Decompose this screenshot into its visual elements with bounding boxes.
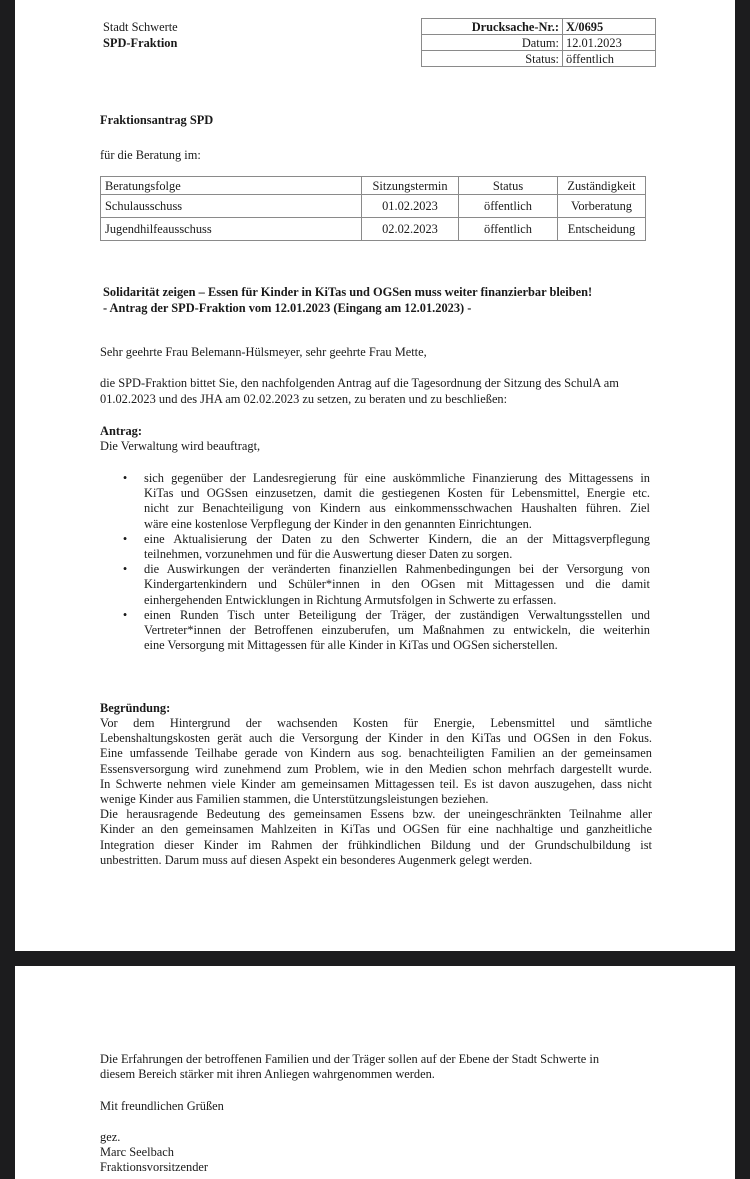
motion-title-line: Solidarität zeigen – Essen für Kinder in KiTas und OGSen muss weiter finanzierbar bleiben! xyxy=(103,285,593,299)
meta-row-drucksache xyxy=(422,19,656,35)
motion-title xyxy=(103,285,592,316)
document-meta-table xyxy=(421,18,656,67)
document-heading: Fraktionsantrag SPD xyxy=(100,113,214,127)
begruendung-line: Integration dieser Kinder im Rahmen der frühkindlichen Bildung und der Grundschulbildung ist xyxy=(100,837,652,852)
begruendung-body xyxy=(100,716,652,868)
cell-status: öffentlich xyxy=(459,195,558,218)
signature-name: Marc Seelbach xyxy=(100,1145,174,1160)
column-header-status: Status xyxy=(459,177,558,195)
bullet-icon: • xyxy=(122,562,128,577)
meta-row-status xyxy=(422,51,656,67)
bullet-line: sich gegenüber der Landesregierung für eine auskömmliche Finanzierung des Mittagessens in xyxy=(144,471,650,485)
motion-subtitle-line: - Antrag der SPD-Fraktion vom 12.01.2023 (Eingang am 12.01.2023) - xyxy=(103,300,472,315)
begruendung-line: Die herausragende Bedeutung des gemeinsamen Essens bzw. der uneingeschränkten Teilnahme aller xyxy=(100,807,652,822)
begruendung-line: Kinder an den gemeinsamen Mahlzeiten in KiTas und OGSen für eine nachhaltige und ganzheitliche xyxy=(100,822,652,837)
begruendung-line: Lebenshaltungskosten gerät auch die Versorgung der Kinder in den KiTas und OGSen in den Fokus. xyxy=(100,731,652,746)
begruendung-line: Vor dem Hintergrund der wachsenden Kosten für Energie, Lebensmittel und sämtliche xyxy=(100,716,652,730)
bullet-icon: • xyxy=(122,471,128,485)
meta-label: Status: xyxy=(422,51,563,67)
cell-gremium: Jugendhilfeausschuss xyxy=(101,218,362,241)
document-page-1 xyxy=(15,0,735,951)
table-row xyxy=(101,218,646,241)
meta-value-status: öffentlich xyxy=(563,51,656,67)
meta-label: Datum: xyxy=(422,35,563,51)
bullet-line: Vertreter*innen der Betroffenen einzuberufen, um Maßnahmen zu entwickeln, die weiterhin xyxy=(144,623,650,638)
cell-status: öffentlich xyxy=(459,218,558,241)
cell-zustaendigkeit: Entscheidung xyxy=(558,218,646,241)
bullet-line: teilnehmen, vorzunehmen und für die Auswertung dieser Daten zu sorgen. xyxy=(144,547,513,562)
meta-value-drucksache-nr: X/0695 xyxy=(563,19,656,35)
signature-prefix: gez. xyxy=(100,1130,121,1144)
antrag-lead: Die Verwaltung wird beauftragt, xyxy=(100,439,261,453)
cell-zustaendigkeit: Vorberatung xyxy=(558,195,646,218)
antrag-bullet-item xyxy=(120,562,650,608)
greeting: Mit freundlichen Grüßen xyxy=(100,1099,224,1113)
sender-block xyxy=(103,19,178,51)
cell-gremium: Schulausschuss xyxy=(101,195,362,218)
begruendung-line: In Schwerte nehmen viele Kinder am gemeinsamen Mittagessen teil. Es ist davon auszugehen, dass nicht xyxy=(100,776,652,791)
intro-paragraph xyxy=(100,375,652,407)
meta-row-datum xyxy=(422,35,656,51)
beratung-table-header xyxy=(101,177,646,195)
antrag-bullet-list xyxy=(120,471,650,653)
begruendung-line: Essensversorgung wird zunehmend zum Problem, wie in den Medien schon mehrfach dargestellt wurde. xyxy=(100,761,652,776)
beratung-table xyxy=(100,176,646,241)
meta-value-datum: 12.01.2023 xyxy=(563,35,656,51)
document-page-2 xyxy=(15,966,735,1179)
antrag-bullet-item xyxy=(120,532,650,562)
closing-line: diesem Bereich stärker mit ihren Anliegen wahrgenommen werden. xyxy=(100,1067,435,1082)
closing-paragraph xyxy=(100,1052,652,1083)
sender-faction: SPD-Fraktion xyxy=(103,36,178,50)
column-header-beratungsfolge: Beratungsfolge xyxy=(101,177,362,195)
bullet-line: Kindergartenkindern und Schüler*innen in den OGsen mit Mittagessen und die damit xyxy=(144,577,650,592)
meta-label: Drucksache-Nr.: xyxy=(422,19,563,35)
bullet-line: KiTas und OGSsen einzusetzen, damit die gestiegenen Kosten für Lebensmittel, Energie etc. xyxy=(144,486,650,501)
bullet-line: einhergehenden Entwicklungen in Richtung Armutsfolgen in Schwerte zu erfassen. xyxy=(144,592,557,607)
intro-line: 01.02.2023 und des JHA am 02.02.2023 zu setzen, zu beraten und zu beschließen: xyxy=(100,392,508,406)
bullet-icon: • xyxy=(122,607,128,622)
bullet-line: eine Aktualisierung der Daten zu den Schwerter Kindern, die an der Mittagsverpflegung xyxy=(144,531,650,546)
column-header-zustaendigkeit: Zuständigkeit xyxy=(558,177,646,195)
intro-line: die SPD-Fraktion bittet Sie, den nachfolgenden Antrag auf die Tagesordnung der Sitzung des SchulA am xyxy=(100,376,619,390)
bullet-line: wäre eine kostenlose Verpflegung der Kinder in den genannten Einrichtungen. xyxy=(144,516,532,531)
begruendung-line: Eine umfassende Teilhabe gerade von Kindern aus sog. benachteiligten Familien an der gemeinsamen xyxy=(100,746,652,761)
bullet-line: eine Versorgung mit Mittagessen für alle Kinder in KiTas und OGSen sicherstellen. xyxy=(144,638,558,653)
bullet-line: einen Runden Tisch unter Beteiligung der Träger, der zuständigen Verwaltungsstellen und xyxy=(144,607,650,622)
beratung-intro: für die Beratung im: xyxy=(100,148,201,162)
begruendung-line: wenige Kinder aus Familien stammen, die Unterstützungsleistungen beziehen. xyxy=(100,792,489,807)
signature-block xyxy=(100,1130,208,1176)
cell-termin: 02.02.2023 xyxy=(362,218,459,241)
antrag-bullet-item xyxy=(120,608,650,654)
begruendung-label: Begründung: xyxy=(100,701,171,715)
closing-line: Die Erfahrungen der betroffenen Familien und der Träger sollen auf der Ebene der Stadt Schwerte in xyxy=(100,1052,600,1066)
antrag-label: Antrag: xyxy=(100,424,142,438)
begruendung-line: unbestritten. Darum muss auf diesen Aspekt ein besonderes Augenmerk gelegt werden. xyxy=(100,852,533,867)
cell-termin: 01.02.2023 xyxy=(362,195,459,218)
bullet-line: nicht zur Benachteiligung von Kindern aus einkommensschwachen Haushalten führen. Ziel xyxy=(144,501,650,516)
sender-city: Stadt Schwerte xyxy=(103,20,178,34)
signature-role: Fraktionsvorsitzender xyxy=(100,1160,209,1175)
column-header-sitzungstermin: Sitzungstermin xyxy=(362,177,459,195)
table-row xyxy=(101,195,646,218)
antrag-bullet-item xyxy=(120,471,650,532)
bullet-icon: • xyxy=(122,531,128,546)
bullet-line: die Auswirkungen der veränderten finanziellen Rahmenbedingungen bei der Versorgung von xyxy=(144,562,650,577)
salutation: Sehr geehrte Frau Belemann-Hülsmeyer, sehr geehrte Frau Mette, xyxy=(100,345,427,359)
